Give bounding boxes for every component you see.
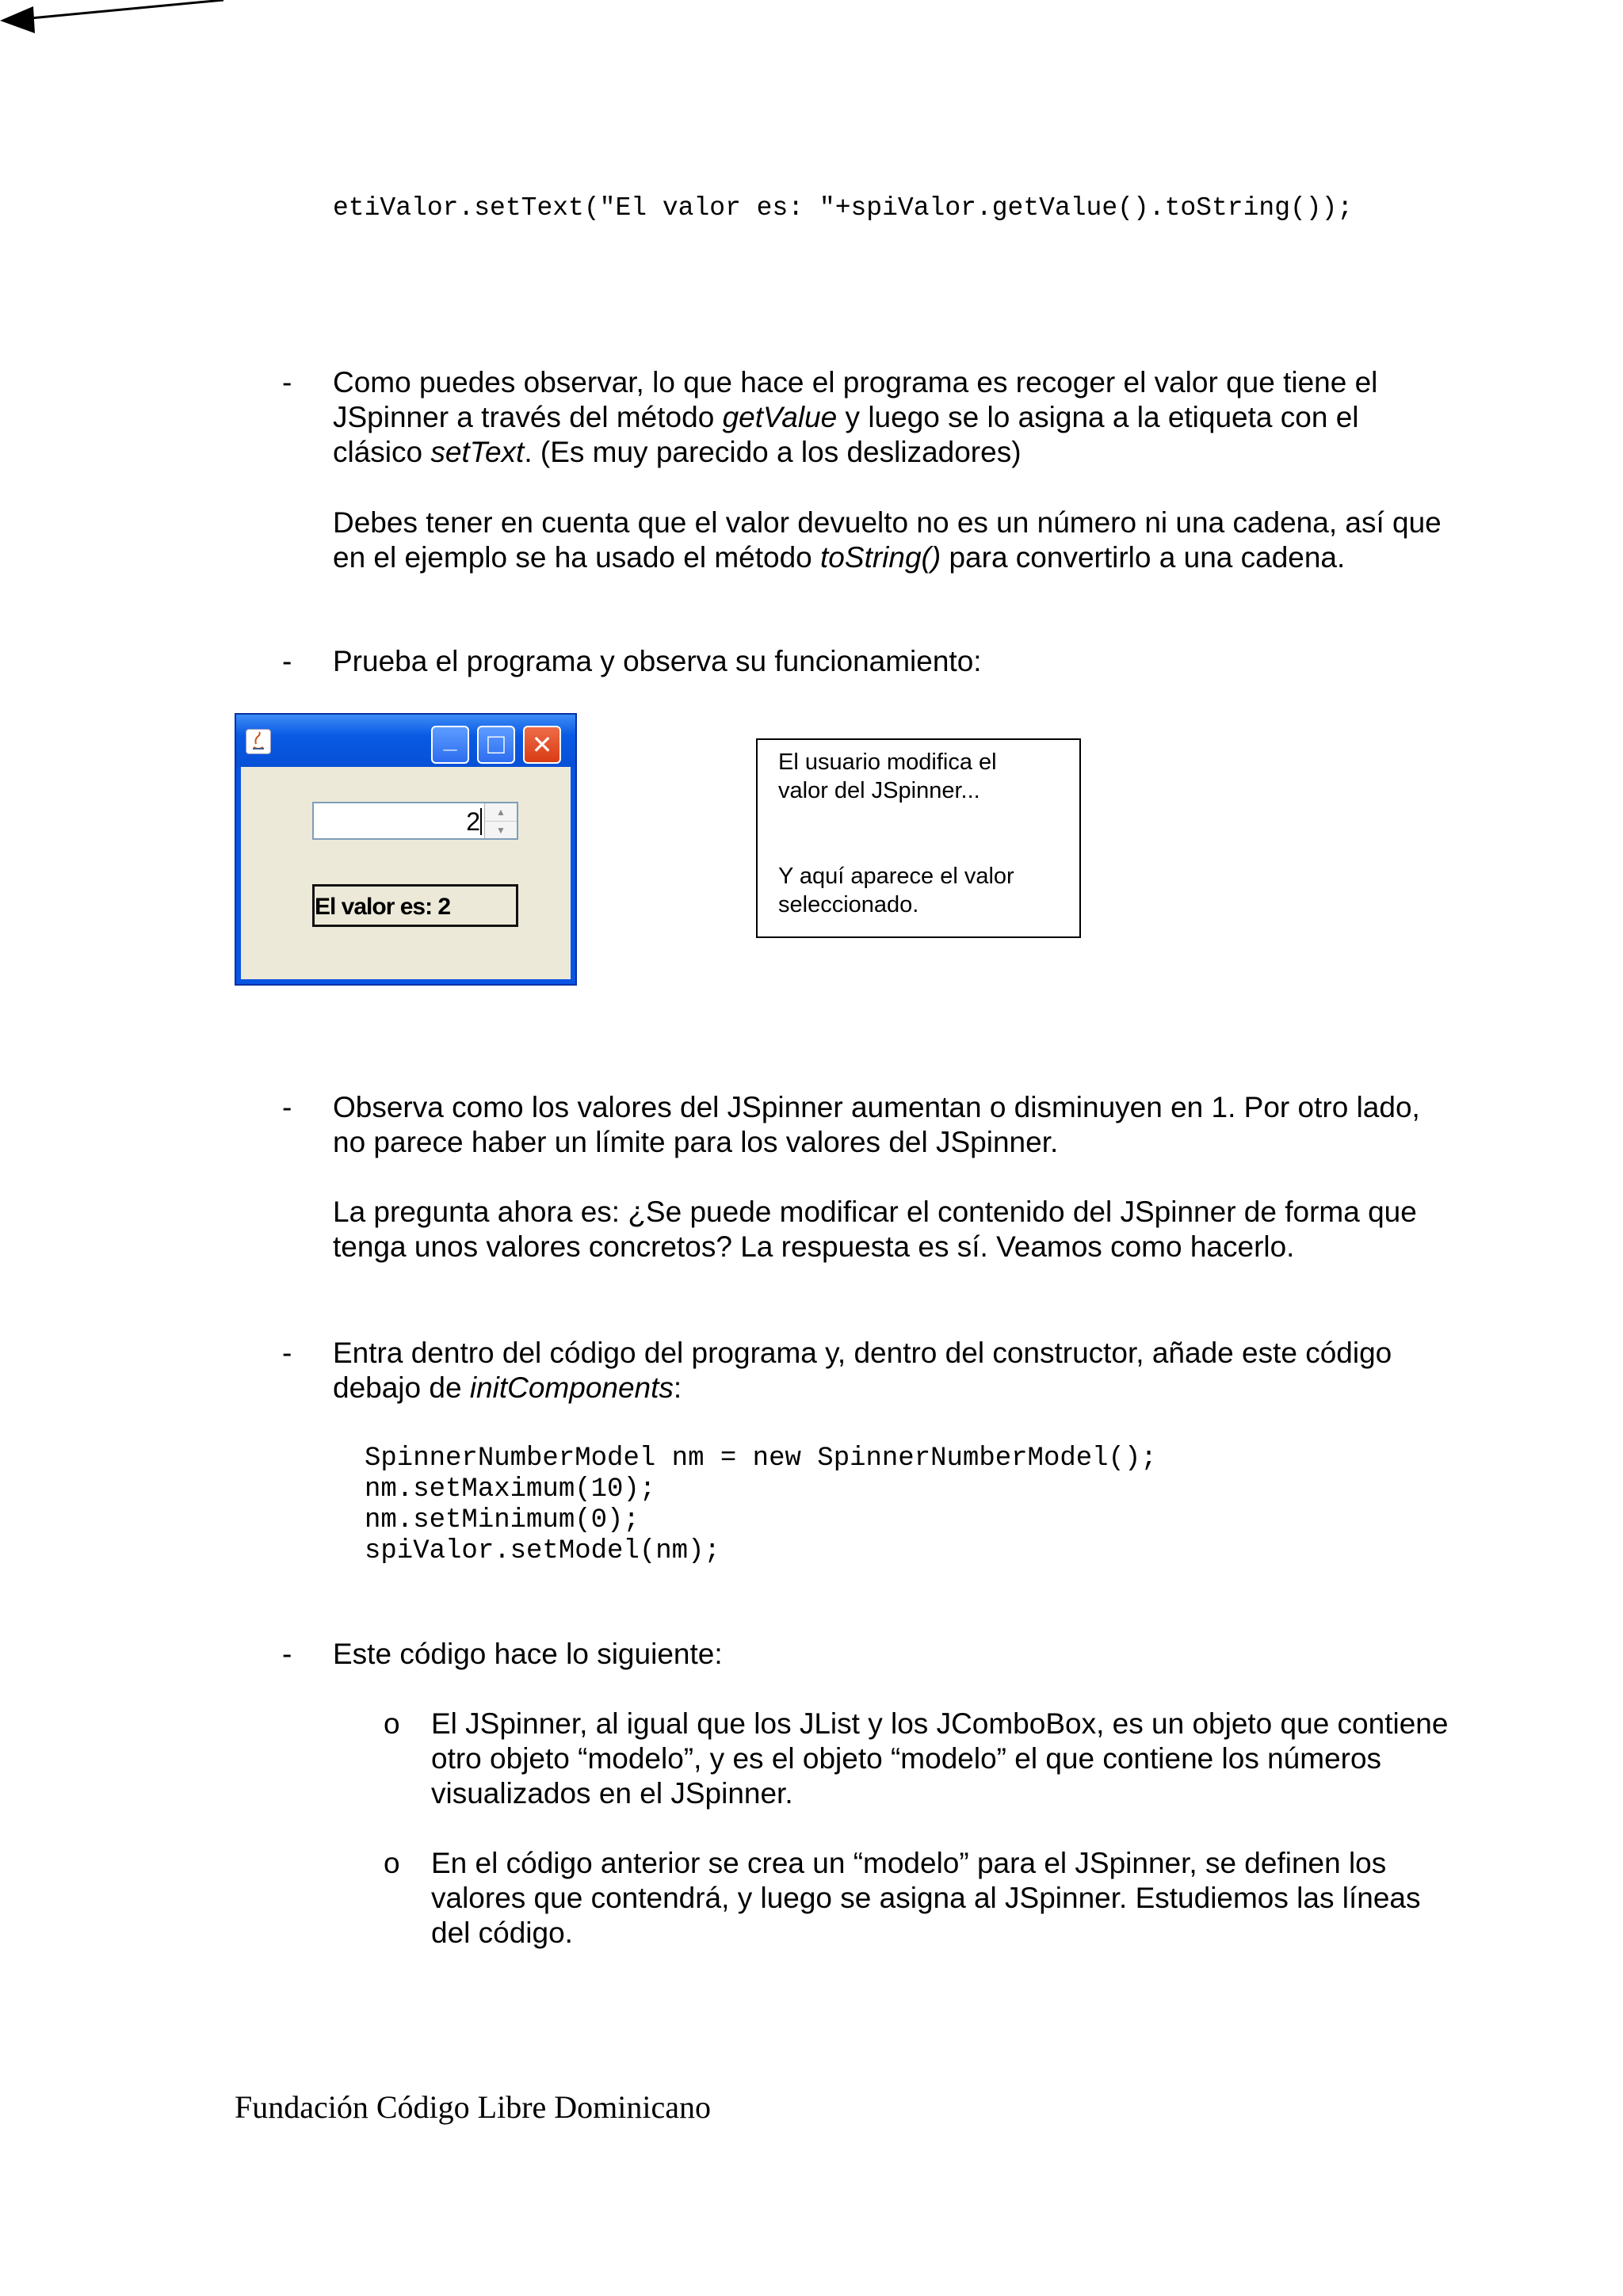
method-name: initComponents [469,1371,674,1404]
text-line [333,1371,1392,1405]
java-icon [246,729,271,754]
bullet-marker: - [282,1337,292,1369]
code-line: nm.setMaximum(10); [365,1474,656,1505]
text-line: La pregunta ahora es: ¿Se puede modificar el contenido del JSpinner de forma que [333,1196,1417,1228]
spinner-value[interactable]: 2 [466,807,480,836]
text-line: tenga unos valores concretos? La respuesta es sí. Veamos como hacerlo. [333,1230,1295,1263]
method-name: setText [430,436,525,468]
text-line [333,400,1377,435]
sub-bullet-text [431,1846,1420,1951]
text-line [333,540,1442,575]
text-span: : [673,1371,682,1404]
bullet-marker: - [282,366,292,399]
text-line: Como puedes observar, lo que hace el programa es recoger el valor que tiene el [333,366,1378,399]
arrow-graphic [0,0,238,40]
text-line [333,435,1377,470]
page-footer: Fundación Código Libre Dominicano [235,2089,712,2125]
sub-bullet-marker: o [384,1847,400,1879]
text-line: visualizados en el JSpinner. [431,1777,793,1810]
text-span: . (Es muy parecido a los deslizadores) [524,436,1022,468]
text-line: El JSpinner, al igual que los JList y los JComboBox, es un objeto que contiene [431,1707,1449,1740]
text-span: en el ejemplo se ha usado el método [333,541,821,574]
method-name: getValue [722,401,838,433]
text-span: clásico [333,436,431,468]
code-line: SpinnerNumberModel nm = new SpinnerNumberModel(); [365,1444,1157,1474]
text-line: Observa como los valores del JSpinner aumentan o disminuyen en 1. Por otro lado, [333,1091,1420,1123]
paragraph [333,505,1442,575]
minimize-button[interactable] [431,726,469,764]
bullet-marker: - [282,645,292,677]
spinner-down-button[interactable]: ▼ [485,821,517,839]
sub-bullet-marker: o [384,1707,400,1740]
code-line: nm.setMinimum(0); [365,1505,640,1535]
bullet-marker: - [282,1091,292,1123]
bullet-text: Este código hace lo siguiente: [333,1638,723,1670]
text-line: Entra dentro del código del programa y, dentro del constructor, añade este código [333,1337,1392,1369]
value-label-text: El valor es: 2 [315,894,451,920]
text-span: para convertirlo a una cadena. [941,541,1346,574]
close-button[interactable] [523,726,561,764]
paragraph [333,1195,1417,1264]
bullet-marker: - [282,1638,292,1670]
value-label [312,884,518,927]
text-line: Debes tener en cuenta que el valor devuelto no es un número ni una cadena, así que [333,506,1442,539]
spinner-arrows [484,803,517,838]
bullet-text: Prueba el programa y observa su funcionamiento: [333,645,982,677]
window-title-bar [236,715,575,767]
text-line: otro objeto “modelo”, y es el objeto “modelo” el que contiene los números [431,1742,1382,1775]
maximize-button[interactable] [477,726,515,764]
close-icon: ✕ [531,730,553,759]
callout-line: valor del JSpinner... [778,778,980,803]
callout-box [756,738,1081,938]
bullet-text [333,1090,1420,1160]
bullet-text [333,365,1377,470]
text-span: JSpinner a través del método [333,401,723,433]
text-span: debajo de [333,1371,470,1404]
code-block [365,1444,1157,1567]
window-client-area [241,767,571,979]
java-window [235,713,577,986]
text-span: y luego se lo asigna a la etiqueta con el [837,401,1359,433]
text-line: valores que contendrá, y luego se asigna al JSpinner. Estudiemos las líneas [431,1882,1421,1914]
spinner-up-button[interactable]: ▲ [496,807,506,818]
method-name: toString() [820,541,941,574]
text-line: del código. [431,1917,573,1949]
callout-line: El usuario modifica el [778,749,997,775]
maximize-icon: □ [487,727,505,760]
text-line: En el código anterior se crea un “modelo” para el JSpinner, se definen los [431,1847,1387,1879]
text-line: no parece haber un límite para los valores del JSpinner. [333,1126,1059,1158]
text-cursor [480,808,482,835]
sub-bullet-text [431,1707,1448,1811]
code-line: spiValor.setModel(nm); [365,1536,720,1566]
code-line-top: etiValor.setText("El valor es: "+spiValor.getValue().toString()); [333,193,1354,223]
callout-line: seleccionado. [778,892,919,917]
minimize-icon: _ [443,727,457,753]
bullet-text [333,1336,1392,1405]
callout-line: Y aquí aparece el valor [778,864,1014,889]
value-spinner[interactable] [312,802,518,840]
